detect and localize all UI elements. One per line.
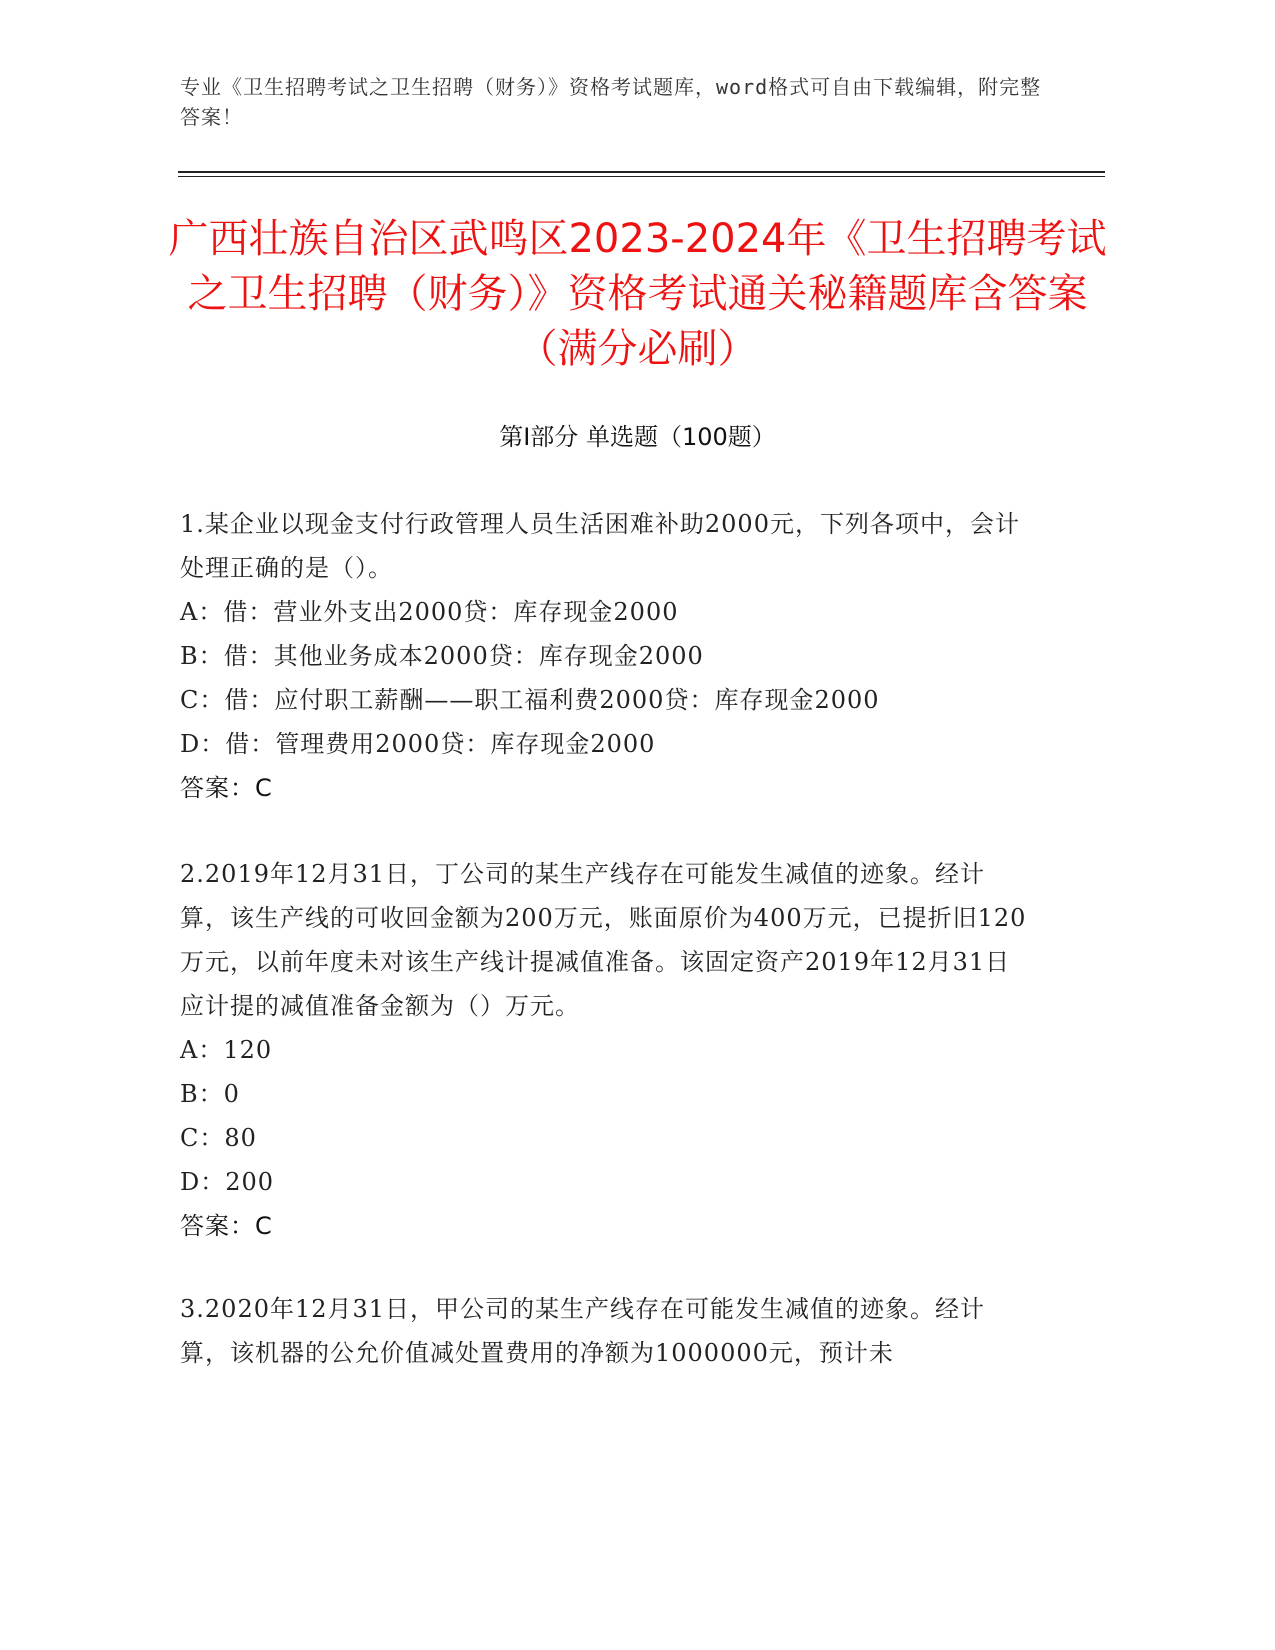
option-d: D：借：管理费用2000贷：库存现金2000 bbox=[180, 730, 656, 758]
question-stem: 3.2020年12月31日，甲公司的某生产线存在可能发生减值的迹象。经计算，该机器的公允价值减处置费用的净额为1000000元，预计未 bbox=[180, 1295, 986, 1367]
answer: 答案：C bbox=[180, 774, 273, 802]
header-note: 专业《卫生招聘考试之卫生招聘（财务）》资格考试题库，word格式可自由下载编辑，附完整答案！ bbox=[180, 75, 1042, 129]
section-title: 第Ⅰ部分 单选题（100题） bbox=[499, 423, 776, 451]
question-stem: 2.2019年12月31日，丁公司的某生产线存在可能发生减值的迹象。经计算，该生产线的可收回金额为200万元，账面原价为400万元，已提折旧120万元，以前年度未对该生产线计提减值准备。该固定资产2019年12月31日应计提的减值准备金额为（）万元。 bbox=[180, 860, 1027, 1020]
option-c: C：借：应付职工薪酬——职工福利费2000贷：库存现金2000 bbox=[180, 686, 880, 714]
option-d: D：200 bbox=[180, 1168, 275, 1196]
answer: 答案：C bbox=[180, 1212, 273, 1240]
header-divider-thin bbox=[178, 176, 1105, 177]
option-b: B：0 bbox=[180, 1080, 240, 1108]
header-divider bbox=[178, 171, 1105, 173]
document-title: 广西壮族自治区武鸣区2023-2024年《卫生招聘考试之卫生招聘（财务）》资格考试通关秘籍题库含答案（满分必刷） bbox=[168, 216, 1107, 372]
option-c: C：80 bbox=[180, 1124, 257, 1152]
question-stem: 1.某企业以现金支付行政管理人员生活困难补助2000元，下列各项中，会计处理正确的是（）。 bbox=[180, 510, 1020, 582]
question-1 bbox=[180, 502, 1030, 810]
question-3 bbox=[180, 1287, 1030, 1375]
option-a: A：借：营业外支出2000贷：库存现金2000 bbox=[180, 598, 679, 626]
question-2 bbox=[180, 852, 1030, 1248]
option-b: B：借：其他业务成本2000贷：库存现金2000 bbox=[180, 642, 704, 670]
option-a: A：120 bbox=[180, 1036, 273, 1064]
